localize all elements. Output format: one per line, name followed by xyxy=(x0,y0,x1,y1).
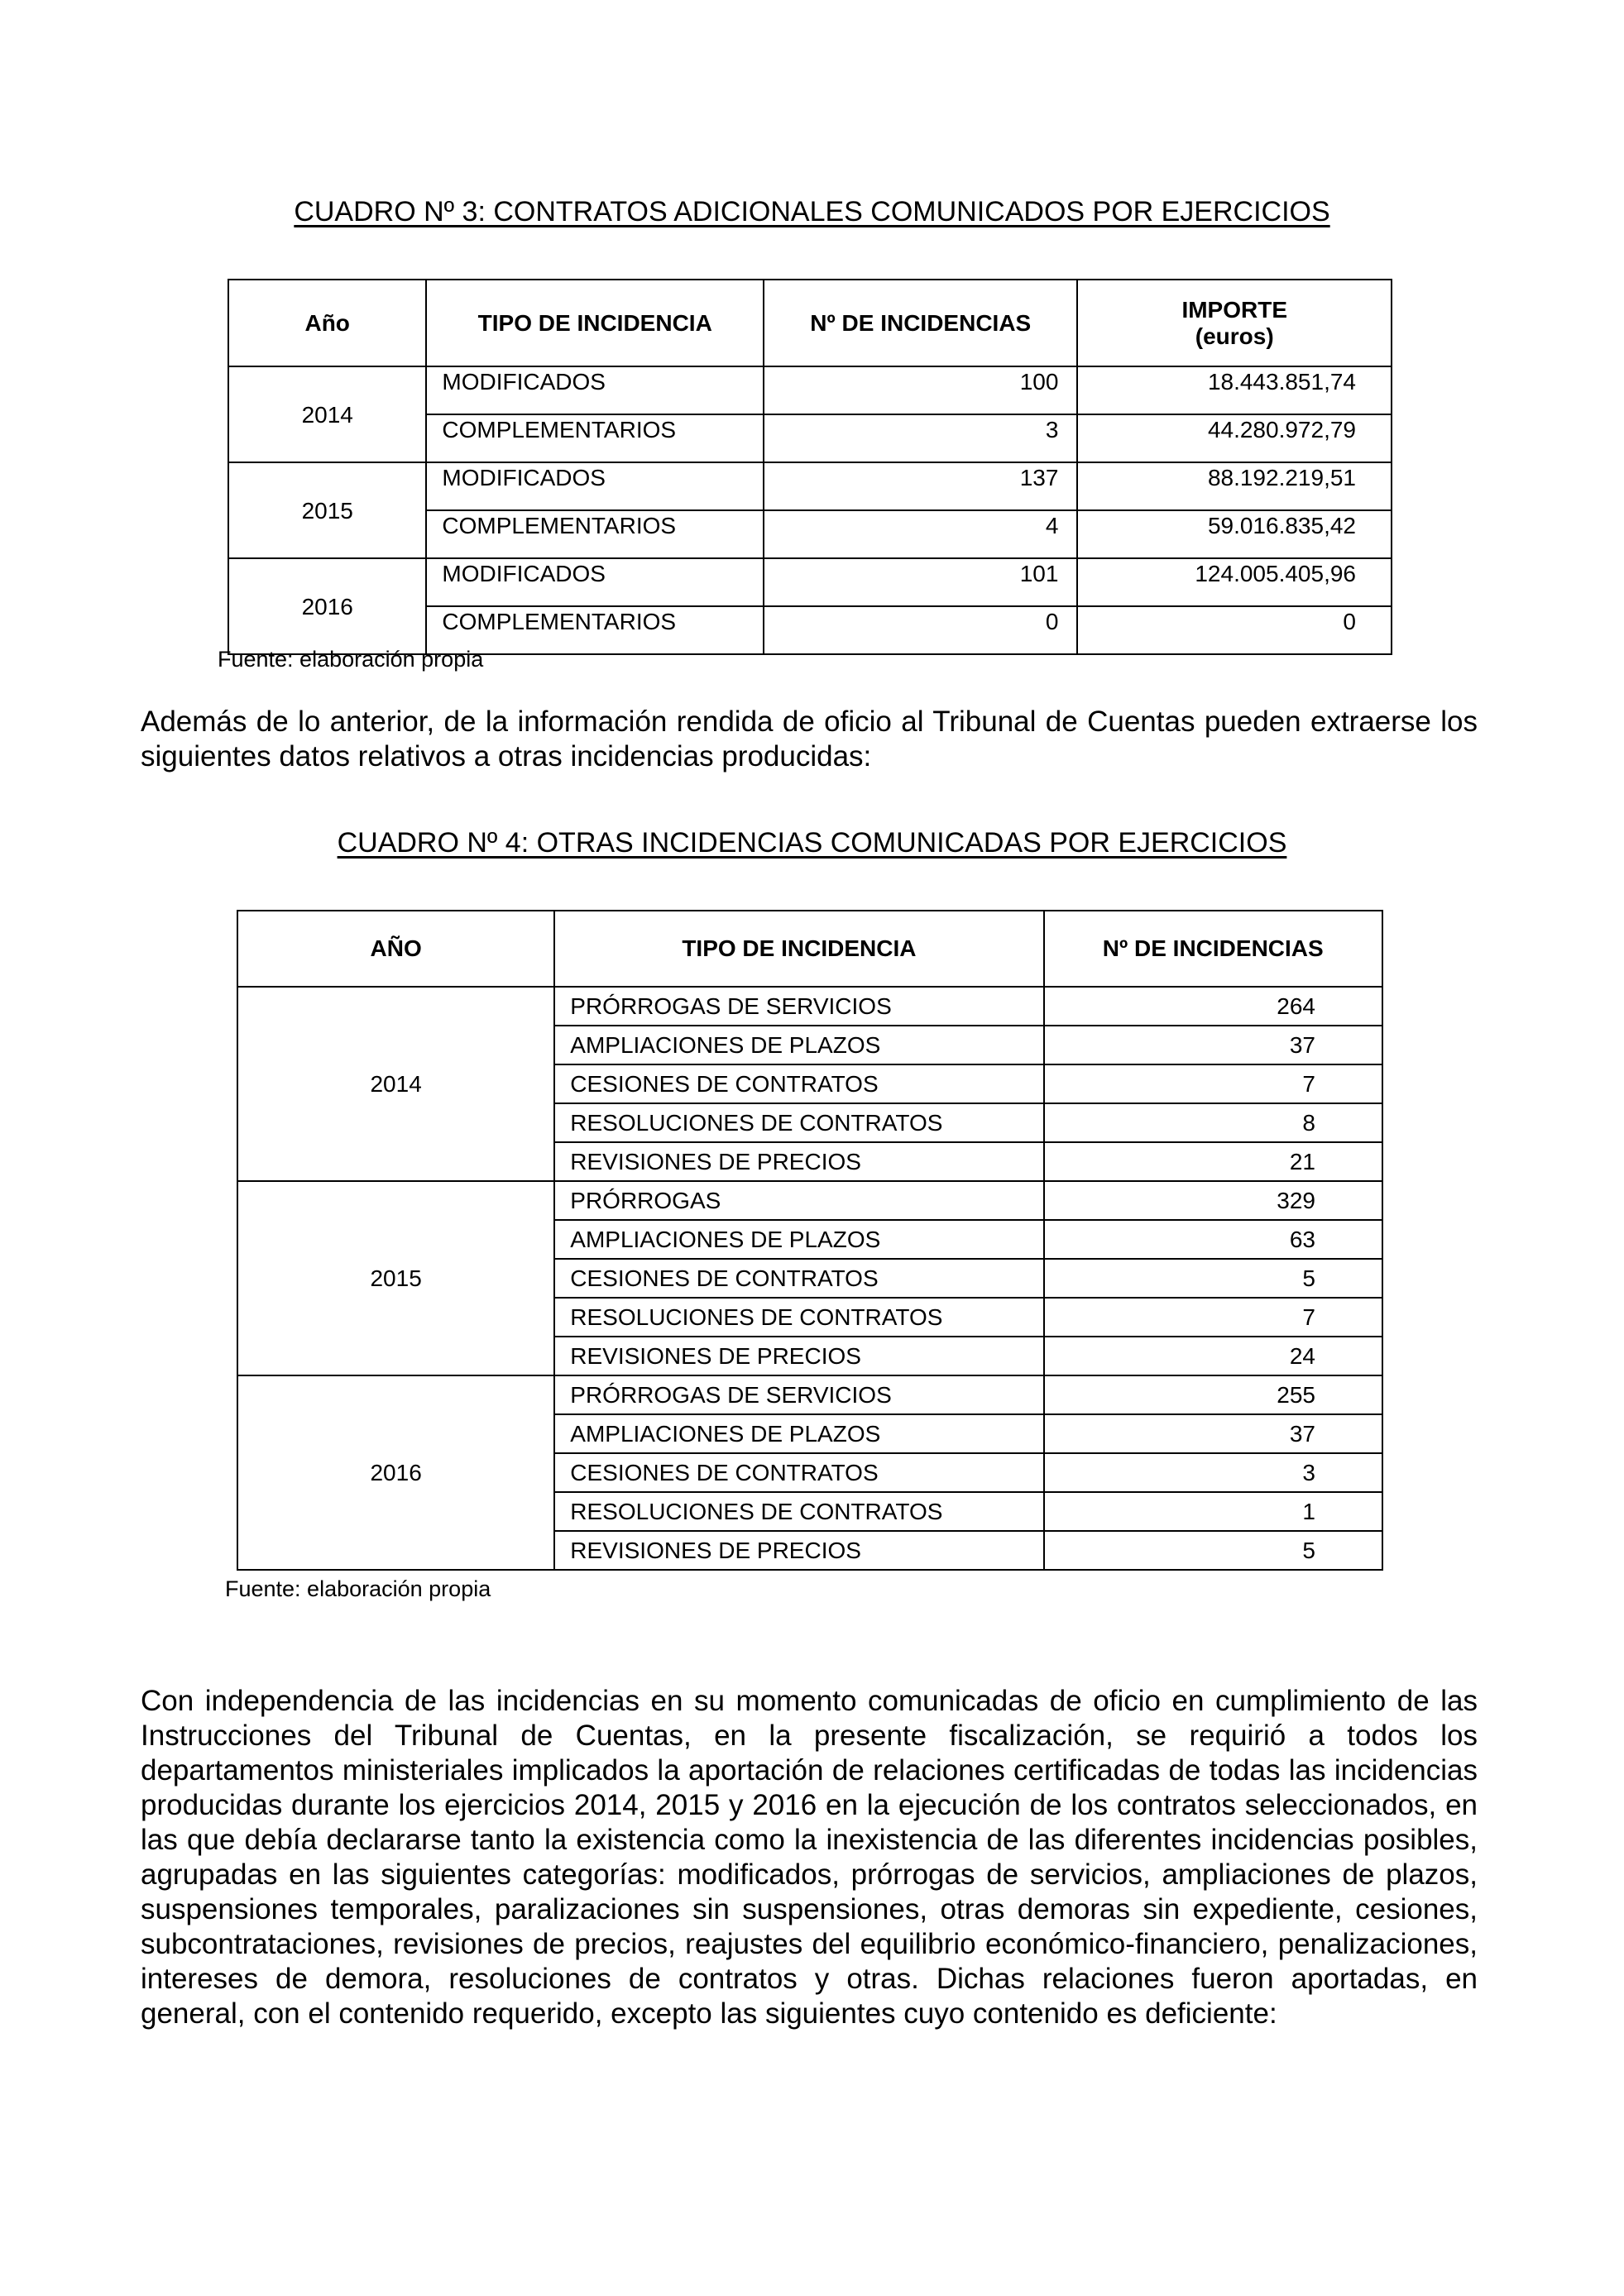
num-cell: 101 xyxy=(764,558,1077,606)
table3 xyxy=(228,279,1392,655)
importe-cell: 18.443.851,74 xyxy=(1077,366,1392,414)
tipo-cell: COMPLEMENTARIOS xyxy=(426,606,764,654)
num-cell: 63 xyxy=(1044,1220,1383,1259)
tipo-cell: CESIONES DE CONTRATOS xyxy=(554,1259,1043,1298)
num-cell: 137 xyxy=(764,462,1077,510)
table-row xyxy=(237,1181,1382,1220)
tipo-cell: AMPLIACIONES DE PLAZOS xyxy=(554,1026,1043,1064)
tipo-cell: CESIONES DE CONTRATOS xyxy=(554,1064,1043,1103)
tipo-cell: MODIFICADOS xyxy=(426,462,764,510)
num-cell: 0 xyxy=(764,606,1077,654)
table3-header-importe xyxy=(1077,280,1392,366)
paragraph-intro: Además de lo anterior, de la información rendida de oficio al Tribunal de Cuentas pueden extraerse los siguientes datos relativos a otras incidencias producidas: xyxy=(141,706,1478,773)
tipo-cell: PRÓRROGAS DE SERVICIOS xyxy=(554,1375,1043,1414)
tipo-cell: COMPLEMENTARIOS xyxy=(426,414,764,462)
table-row xyxy=(237,987,1382,1026)
num-cell: 255 xyxy=(1044,1375,1383,1414)
table3-header-row xyxy=(228,280,1392,366)
year-cell: 2014 xyxy=(228,366,426,462)
table3-header-importe-line1: IMPORTE xyxy=(1181,296,1287,323)
paragraph-body: Con independencia de las incidencias en su momento comunicadas de oficio en cumplimiento de las Instrucciones del Tribunal de Cuentas, en la presente fiscalización, se requirió a todos los departamentos ministeriales implicados la aportación de relaciones certificadas de todas las incidencias producidas durante los ejercicios 2014, 2015 y 2016 en la ejecución de los contratos seleccionados, en las que debía declararse tanto la existencia como la inexistencia de las diferentes incidencias posibles, agrupadas en las siguientes categorías: modificados, prórrogas de servicios, ampliaciones de plazos, suspensiones temporales, paralizaciones sin suspensiones, otras demoras sin expediente, cesiones, subcontrataciones, revisiones de precios, reajustes del equilibrio económico-financiero, penalizaciones, intereses de demora, resoluciones de contratos y otras. Dichas relaciones fueron aportadas, en general, con el contenido requerido, excepto las siguientes cuyo contenido es deficiente: xyxy=(141,1685,1478,2030)
num-cell: 8 xyxy=(1044,1103,1383,1142)
tipo-cell: REVISIONES DE PRECIOS xyxy=(554,1142,1043,1181)
num-cell: 24 xyxy=(1044,1337,1383,1375)
table3-header-importe-line2: (euros) xyxy=(1195,323,1274,349)
tipo-cell: RESOLUCIONES DE CONTRATOS xyxy=(554,1492,1043,1531)
tipo-cell: REVISIONES DE PRECIOS xyxy=(554,1337,1043,1375)
num-cell: 264 xyxy=(1044,987,1383,1026)
tipo-cell: COMPLEMENTARIOS xyxy=(426,510,764,558)
table4-header-year: AÑO xyxy=(237,911,554,987)
year-cell: 2014 xyxy=(237,987,554,1181)
num-cell: 7 xyxy=(1044,1064,1383,1103)
tipo-cell: AMPLIACIONES DE PLAZOS xyxy=(554,1220,1043,1259)
tipo-cell: AMPLIACIONES DE PLAZOS xyxy=(554,1414,1043,1453)
year-cell: 2015 xyxy=(228,462,426,558)
table4-source: Fuente: elaboración propia xyxy=(225,1576,491,1601)
tipo-cell: CESIONES DE CONTRATOS xyxy=(554,1453,1043,1492)
year-cell: 2015 xyxy=(237,1181,554,1375)
tipo-cell: REVISIONES DE PRECIOS xyxy=(554,1531,1043,1570)
tipo-cell: RESOLUCIONES DE CONTRATOS xyxy=(554,1103,1043,1142)
year-cell: 2016 xyxy=(228,558,426,654)
table-row xyxy=(228,462,1392,510)
tipo-cell: RESOLUCIONES DE CONTRATOS xyxy=(554,1298,1043,1337)
table4-header-row xyxy=(237,911,1382,987)
table4-title: CUADRO Nº 4: OTRAS INCIDENCIAS COMUNICADAS POR EJERCICIOS xyxy=(337,827,1287,859)
table3-header-year: Año xyxy=(228,280,426,366)
num-cell: 4 xyxy=(764,510,1077,558)
table4-header-num: Nº DE INCIDENCIAS xyxy=(1044,911,1383,987)
tipo-cell: PRÓRROGAS DE SERVICIOS xyxy=(554,987,1043,1026)
tipo-cell: MODIFICADOS xyxy=(426,558,764,606)
table3-header-num: Nº DE INCIDENCIAS xyxy=(764,280,1077,366)
table-row xyxy=(228,558,1392,606)
importe-cell: 44.280.972,79 xyxy=(1077,414,1392,462)
num-cell: 37 xyxy=(1044,1026,1383,1064)
year-cell: 2016 xyxy=(237,1375,554,1570)
table3-header-tipo: TIPO DE INCIDENCIA xyxy=(426,280,764,366)
num-cell: 7 xyxy=(1044,1298,1383,1337)
num-cell: 3 xyxy=(1044,1453,1383,1492)
table3-source: Fuente: elaboración propia xyxy=(218,647,484,672)
tipo-cell: PRÓRROGAS xyxy=(554,1181,1043,1220)
num-cell: 329 xyxy=(1044,1181,1383,1220)
table-row xyxy=(237,1375,1382,1414)
importe-cell: 0 xyxy=(1077,606,1392,654)
tipo-cell: MODIFICADOS xyxy=(426,366,764,414)
importe-cell: 124.005.405,96 xyxy=(1077,558,1392,606)
num-cell: 21 xyxy=(1044,1142,1383,1181)
num-cell: 37 xyxy=(1044,1414,1383,1453)
table4 xyxy=(237,910,1383,1571)
num-cell: 5 xyxy=(1044,1259,1383,1298)
num-cell: 1 xyxy=(1044,1492,1383,1531)
num-cell: 3 xyxy=(764,414,1077,462)
num-cell: 100 xyxy=(764,366,1077,414)
importe-cell: 59.016.835,42 xyxy=(1077,510,1392,558)
importe-cell: 88.192.219,51 xyxy=(1077,462,1392,510)
table4-header-tipo: TIPO DE INCIDENCIA xyxy=(554,911,1043,987)
table-row xyxy=(228,366,1392,414)
table3-title: CUADRO Nº 3: CONTRATOS ADICIONALES COMUNICADOS POR EJERCICIOS xyxy=(294,196,1330,227)
num-cell: 5 xyxy=(1044,1531,1383,1570)
